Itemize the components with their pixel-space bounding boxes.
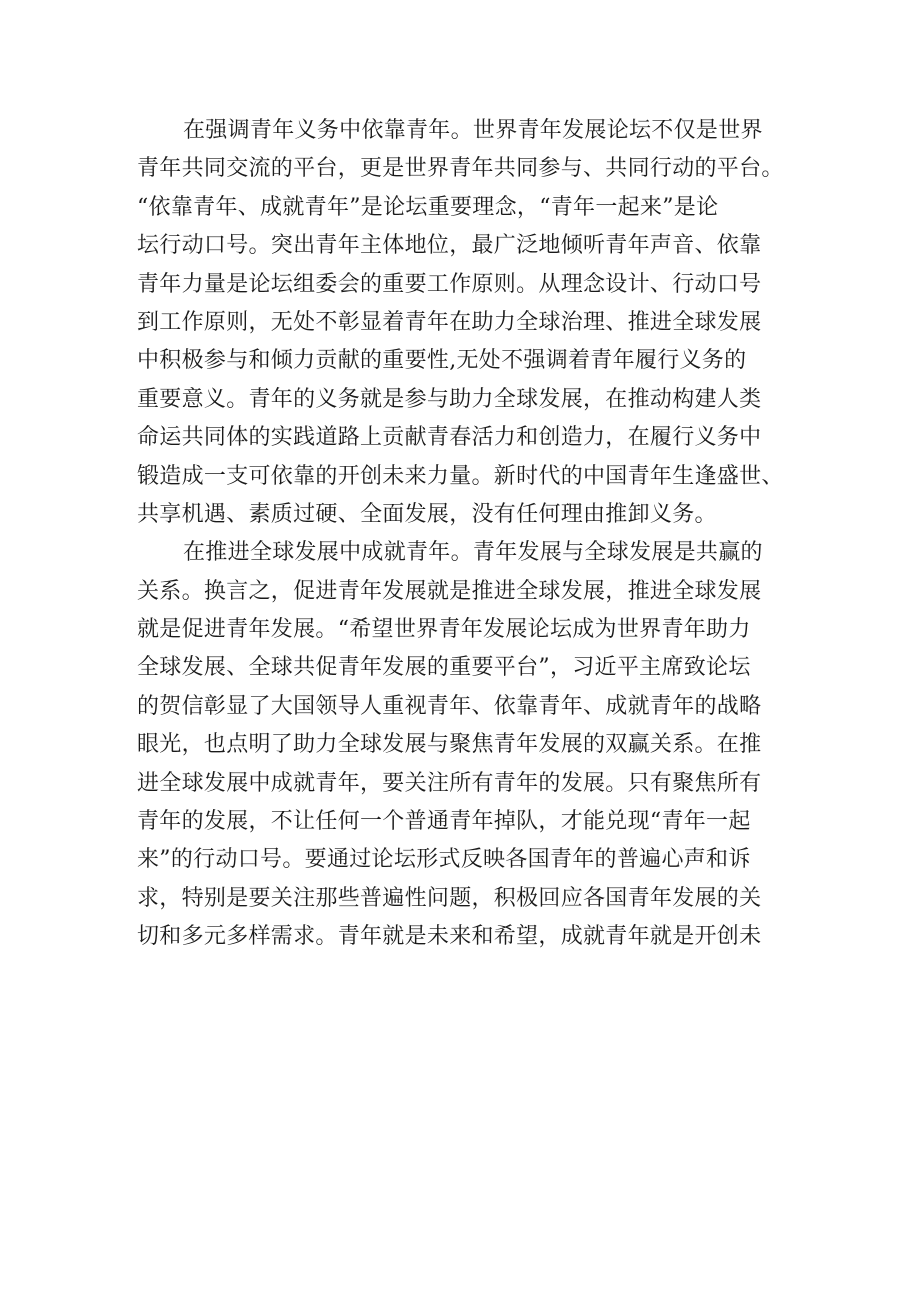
text-line: 重要意义。青年的义务就是参与助力全球发展，在推动构建人类: [137, 386, 762, 412]
text-line: 坛行动口号。突出青年主体地位，最广泛地倾听青年声音、依靠: [137, 233, 762, 259]
text-line: 关系。换言之，促进青年发展就是推进全球发展，推进全球发展: [137, 578, 762, 604]
text-line: 全球发展、全球共促青年发展的重要平台”，习近平主席致论坛: [137, 655, 751, 681]
text-line: 就是促进青年发展。“希望世界青年发展论坛成为世界青年助力: [137, 617, 751, 643]
text-line: 切和多元多样需求。青年就是未来和希望，成就青年就是开创未: [137, 924, 762, 950]
text-line: 中积极参与和倾力贡献的重要性,无处不强调着青年履行义务的: [137, 348, 747, 374]
paragraph-1: [137, 112, 797, 534]
text-line: 眼光，也点明了助力全球发展与聚焦青年发展的双赢关系。在推: [137, 732, 762, 758]
text-line: 青年的发展，不让任何一个普通青年掉队，才能兑现“青年一起: [137, 809, 751, 835]
text-line: 青年力量是论坛组委会的重要工作原则。从理念设计、行动口号: [137, 271, 762, 297]
text-line: 到工作原则，无处不彰显着青年在助力全球治理、推进全球发展: [137, 309, 762, 335]
text-line: 在推进全球发展中成就青年。青年发展与全球发展是共赢的: [183, 540, 763, 566]
text-line: 共享机遇、素质过硬、全面发展，没有任何理由推卸义务。: [137, 501, 717, 527]
text-line: 在强调青年义务中依靠青年。世界青年发展论坛不仅是世界: [183, 118, 763, 143]
text-line: 青年共同交流的平台，更是世界青年共同参与、共同行动的平台。: [137, 156, 784, 182]
paragraph-2: [137, 534, 797, 956]
text-line: “依靠青年、成就青年”是论坛重要理念，“青年一起来”是论: [137, 194, 719, 220]
body-text: [137, 112, 797, 957]
text-line: 进全球发展中成就青年，要关注所有青年的发展。只有聚焦所有: [137, 770, 762, 796]
text-line: 求，特别是要关注那些普遍性问题，积极回应各国青年发展的关: [137, 885, 762, 911]
text-line: 的贺信彰显了大国领导人重视青年、依靠青年、成就青年的战略: [137, 693, 762, 719]
text-line: 锻造成一支可依靠的开创未来力量。新时代的中国青年生逢盛世、: [137, 463, 784, 489]
text-line: 来”的行动口号。要通过论坛形式反映各国青年的普遍心声和诉: [137, 847, 751, 873]
text-line: 命运共同体的实践道路上贡献青春活力和创造力，在履行义务中: [137, 425, 762, 451]
